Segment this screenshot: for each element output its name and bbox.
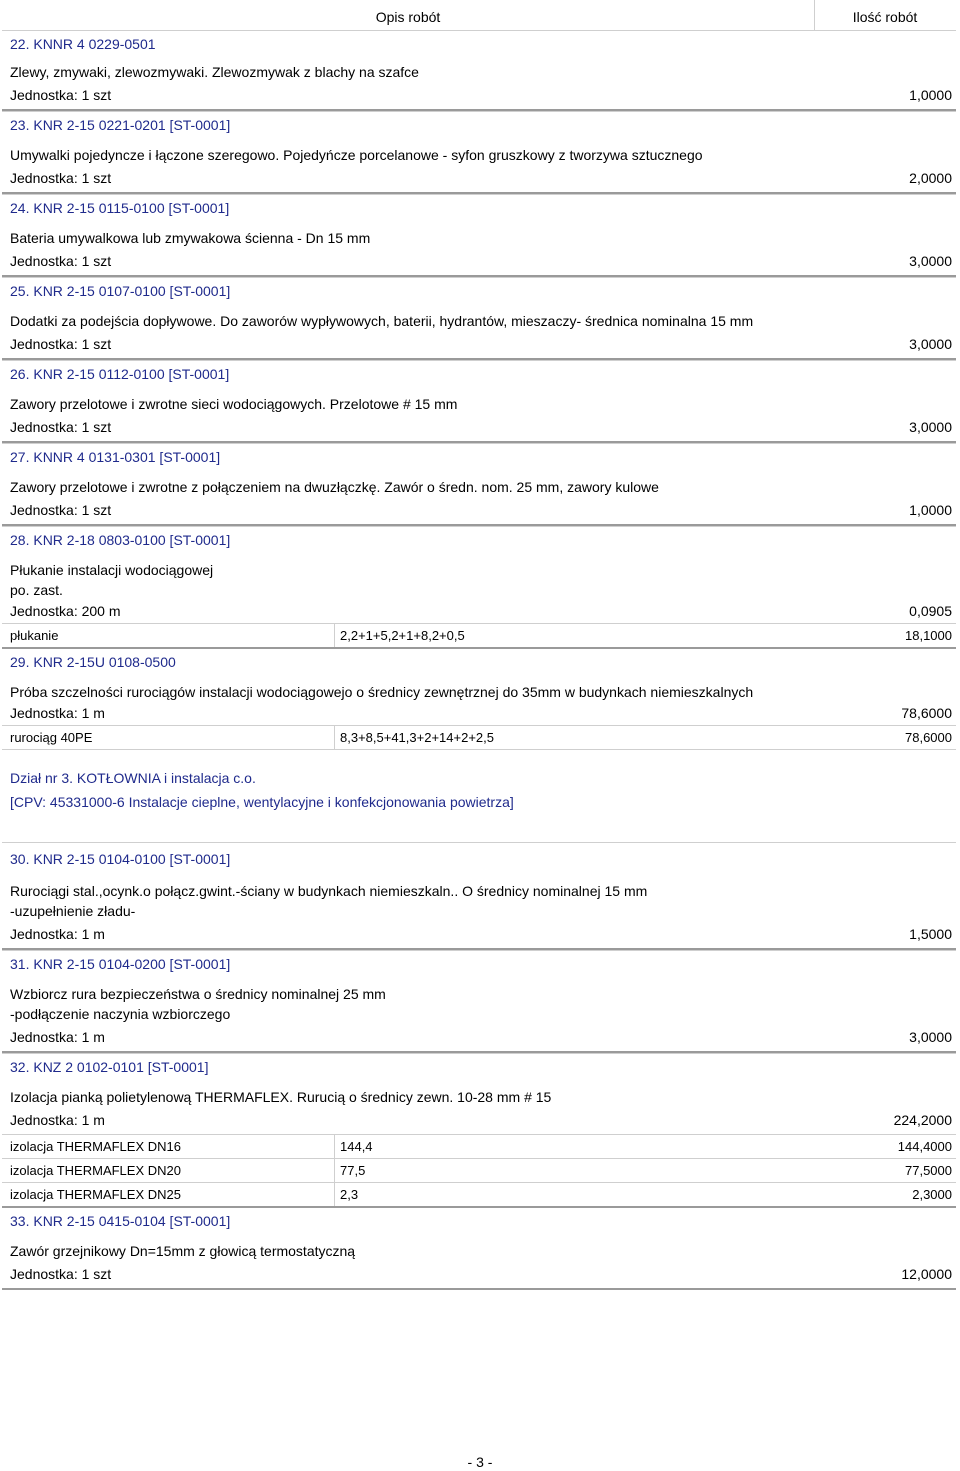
quantity-value: 3,0000 [909,336,952,352]
unit-label: Jednostka: 1 szt [10,336,112,352]
description-line: -uzupełnienie zładu- [10,903,136,919]
measurement-value: 2,3000 [912,1187,952,1202]
measurement-name: płukanie [10,628,59,643]
item-code: 31. KNR 2-15 0104-0200 [ST-0001] [2,950,956,978]
measurement-row [2,1159,956,1183]
header-quantity: Ilość robót [852,9,918,25]
unit-row [2,702,956,726]
measurement-formula: 2,3 [340,1187,359,1202]
quantity-value: 3,0000 [909,253,952,269]
measurement-value: 18,1000 [905,628,952,643]
unit-row [2,1107,956,1135]
page-number: - 3 - [467,1454,493,1470]
item-description: Zlewy, zmywaki, zlewozmywaki. Zlewozmywak z blachy na szafce [10,64,419,80]
unit-label: Jednostka: 1 szt [10,419,112,435]
unit-label: Jednostka: 1 szt [10,502,112,518]
unit-row [2,82,956,111]
unit-row [2,414,956,443]
description-line: Płukanie instalacji wodociągowej [10,562,214,578]
quantity-value: 1,5000 [909,926,952,942]
item-description: Zawór grzejnikowy Dn=15mm z głowicą termostatyczną [10,1243,356,1259]
unit-row [2,921,956,950]
item-27 [2,443,956,526]
item-code: 30. KNR 2-15 0104-0100 [ST-0001] [10,851,231,867]
description-line: Rurociągi stal.,ocynk.o połącz.gwint.-ściany w budynkach niemieszkaln.. O średnicy nominalnej 15 mm [10,883,648,899]
measurement-row [2,1135,956,1159]
measurement-name: izolacja THERMAFLEX DN20 [10,1163,181,1178]
measurement-formula: 77,5 [340,1163,366,1178]
quantity-value: 1,0000 [909,87,952,103]
section-header [2,750,956,843]
unit-label: Jednostka: 1 szt [10,170,112,186]
measurement-formula: 144,4 [340,1139,373,1154]
item-code: 23. KNR 2-15 0221-0201 [ST-0001] [2,111,956,139]
item-description: Izolacja pianką polietylenową THERMAFLEX. Rurucią o średnicy zewn. 10-28 mm # 15 [10,1089,552,1105]
unit-row [2,165,956,194]
item-33 [2,1208,956,1290]
item-code: 28. KNR 2-18 0803-0100 [ST-0001] [2,526,956,554]
item-description: Zawory przelotowe i zwrotne sieci wodociągowych. Przelotowe # 15 mm [10,396,458,412]
unit-label: Jednostka: 200 m [10,603,121,619]
quantity-value: 0,0905 [909,603,952,619]
item-description: Dodatki za podejścia dopływowe. Do zaworów wypływowych, baterii, hydrantów, mieszaczy- średnica nominalna 15 mm [10,313,754,329]
item-28 [2,526,956,649]
item-code: 22. KNNR 4 0229-0501 [10,36,156,52]
unit-label: Jednostka: 1 m [10,705,105,721]
unit-label: Jednostka: 1 szt [10,253,112,269]
section-cpv: [CPV: 45331000-6 Instalacje cieplne, wentylacyjne i konfekcjonowania powietrza] [10,794,514,810]
measurement-name: rurociąg 40PE [10,730,93,745]
item-24 [2,194,956,277]
item-code: 27. KNNR 4 0131-0301 [ST-0001] [2,443,956,471]
unit-label: Jednostka: 1 szt [10,1266,112,1282]
unit-row [2,1024,956,1053]
measurement-value: 144,4000 [897,1139,952,1154]
measurement-name: izolacja THERMAFLEX DN16 [10,1139,181,1154]
item-32 [2,1053,956,1208]
unit-row [2,1261,956,1290]
item-25 [2,277,956,360]
measurement-name: izolacja THERMAFLEX DN25 [10,1187,181,1202]
unit-row [2,331,956,360]
measurement-row [2,624,956,649]
item-code: 33. KNR 2-15 0415-0104 [ST-0001] [10,1213,231,1229]
item-code: 32. KNZ 2 0102-0101 [ST-0001] [2,1053,956,1081]
item-description [2,554,956,600]
measurement-row [2,726,956,750]
table-header [2,0,956,31]
item-description [2,978,956,1024]
item-22 [2,31,956,111]
section-title: Dział nr 3. KOTŁOWNIA i instalacja c.o. [10,770,256,786]
unit-label: Jednostka: 1 m [10,1112,105,1128]
unit-row [2,497,956,526]
description-line: po. zast. [10,582,63,598]
description-line: Wzbiorcz rura bezpieczeństwa o średnicy nominalnej 25 mm [10,986,386,1002]
item-description: Zawory przelotowe i zwrotne z połączeniem na dwuzłączkę. Zawór o średn. nom. 25 mm, zawory kulowe [10,479,659,495]
unit-label: Jednostka: 1 m [10,926,105,942]
measurement-formula: 2,2+1+5,2+1+8,2+0,5 [340,628,465,643]
quantity-value: 3,0000 [909,419,952,435]
item-26 [2,360,956,443]
item-description: Umywalki pojedyncze i łączone szeregowo. Pojedyńcze porcelanowe - syfon gruszkowy z tworzywa sztucznego [10,147,703,163]
item-code: 26. KNR 2-15 0112-0100 [ST-0001] [2,360,956,388]
quantity-value: 224,2000 [893,1112,952,1128]
item-31 [2,950,956,1053]
unit-label: Jednostka: 1 m [10,1029,105,1045]
measurement-value: 78,6000 [905,730,952,745]
measurement-row [2,1183,956,1208]
quantity-value: 2,0000 [909,170,952,186]
quantity-value: 3,0000 [909,1029,952,1045]
description-line: -podłączenie naczynia wzbiorczego [10,1006,231,1022]
quantity-value: 12,0000 [901,1266,952,1282]
unit-row [2,248,956,277]
quantity-value: 78,6000 [901,705,952,721]
header-description: Opis robót [375,9,441,25]
quantity-value: 1,0000 [909,502,952,518]
item-30 [2,843,956,950]
item-code: 24. KNR 2-15 0115-0100 [ST-0001] [2,194,956,222]
item-code: 29. KNR 2-15U 0108-0500 [10,654,176,670]
unit-row [2,600,956,624]
cost-estimate-sheet [2,0,956,1290]
measurement-formula: 8,3+8,5+41,3+2+14+2+2,5 [340,730,494,745]
item-description: Próba szczelności rurociągów instalacji wodociągowejo o średnicy zewnętrznej do 35mm w budynkach niemieszkalnych [10,684,754,700]
item-description: Bateria umywalkowa lub zmywakowa ścienna - Dn 15 mm [10,230,371,246]
unit-label: Jednostka: 1 szt [10,87,112,103]
item-code: 25. KNR 2-15 0107-0100 [ST-0001] [2,277,956,305]
item-description [2,875,956,921]
measurement-value: 77,5000 [905,1163,952,1178]
item-29 [2,649,956,750]
item-23 [2,111,956,194]
